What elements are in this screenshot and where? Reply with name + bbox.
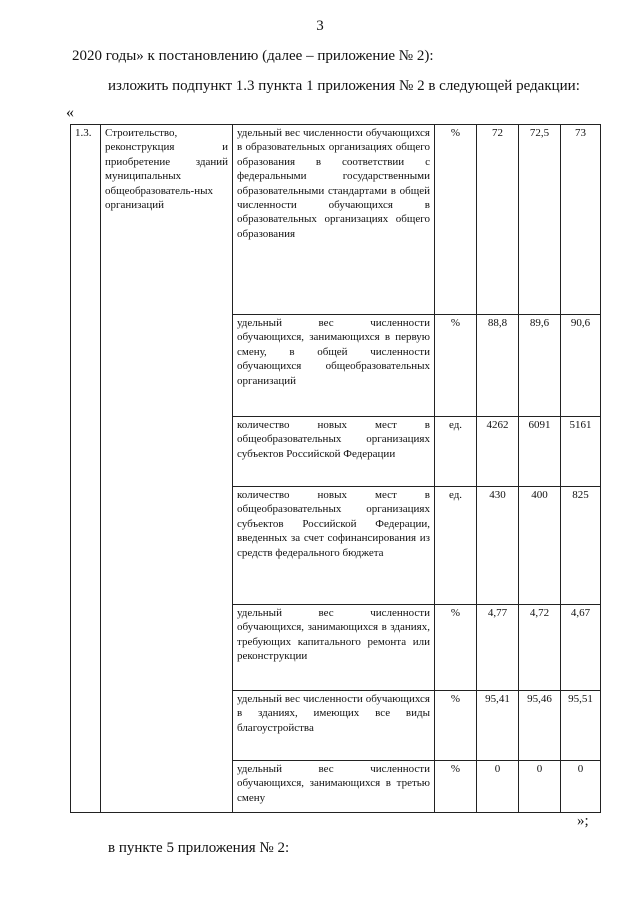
value-cell: 5161 (561, 417, 601, 487)
table-row (71, 125, 601, 315)
indicator-cell (233, 605, 435, 691)
unit-cell: % (435, 691, 477, 761)
unit-cell: % (435, 125, 477, 315)
indicator-text: удельный вес численности обучающихся в образовательных организациях общего образования в соответствии с федеральными государственными образовательными стандартами в общей численности обучающихся в образовательных организациях общего образования (237, 127, 430, 240)
open-quote: « (66, 104, 74, 121)
indicator-text: удельный вес численности обучающихся, занимающихся в зданиях, требующих капитального ремонта или реконструкции (237, 607, 430, 663)
value-cell: 0 (561, 761, 601, 813)
value-cell: 4,67 (561, 605, 601, 691)
close-quote: »; (577, 813, 589, 829)
indicator-cell (233, 761, 435, 813)
indicator-text: количество новых мест в общеобразовательных организациях субъектов Российской Федерации (237, 419, 430, 460)
indicator-text: удельный вес численности обучающихся, занимающихся в третью смену (237, 763, 430, 804)
indicator-cell (233, 691, 435, 761)
continued-paragraph: 2020 годы» к постановлению (далее – приложение № 2): (72, 48, 434, 64)
indicator-cell (233, 125, 435, 315)
value-cell: 4262 (477, 417, 519, 487)
value-cell: 72,5 (519, 125, 561, 315)
value-cell: 89,6 (519, 315, 561, 417)
item-number: 1.3. (71, 125, 101, 813)
unit-cell: ед. (435, 417, 477, 487)
indicator-text: удельный вес численности обучающихся, занимающихся в первую смену, в общей численности обучающихся общеобразовательных организаций (237, 317, 430, 387)
indicator-text: количество новых мест в общеобразовательных организациях субъектов Российской Федерации, введенных за счет софинансирования из средств федерального бюджета (237, 489, 430, 559)
unit-cell: % (435, 761, 477, 813)
indicator-cell (233, 417, 435, 487)
value-cell: 90,6 (561, 315, 601, 417)
value-cell: 88,8 (477, 315, 519, 417)
value-cell: 400 (519, 487, 561, 605)
next-instruction-paragraph: в пункте 5 приложения № 2: (108, 840, 290, 856)
value-cell: 0 (477, 761, 519, 813)
value-cell: 4,77 (477, 605, 519, 691)
value-cell: 4,72 (519, 605, 561, 691)
indicators-table (70, 124, 601, 813)
value-cell: 73 (561, 125, 601, 315)
item-name: Строительство, реконструкция и приобретение зданий муниципальных общеобразователь-ных организаций (101, 125, 233, 813)
value-cell: 825 (561, 487, 601, 605)
unit-cell: % (435, 315, 477, 417)
value-cell: 95,41 (477, 691, 519, 761)
value-cell: 72 (477, 125, 519, 315)
indicator-cell (233, 315, 435, 417)
page-number: 3 (316, 18, 324, 34)
value-cell: 0 (519, 761, 561, 813)
instruction-paragraph: изложить подпункт 1.3 пункта 1 приложения № 2 в следующей редакции: (108, 78, 580, 94)
value-cell: 95,51 (561, 691, 601, 761)
value-cell: 430 (477, 487, 519, 605)
unit-cell: ед. (435, 487, 477, 605)
indicator-text: удельный вес численности обучающихся в зданиях, имеющих все виды благоустройства (237, 693, 430, 734)
indicator-cell (233, 487, 435, 605)
value-cell: 6091 (519, 417, 561, 487)
unit-cell: % (435, 605, 477, 691)
value-cell: 95,46 (519, 691, 561, 761)
